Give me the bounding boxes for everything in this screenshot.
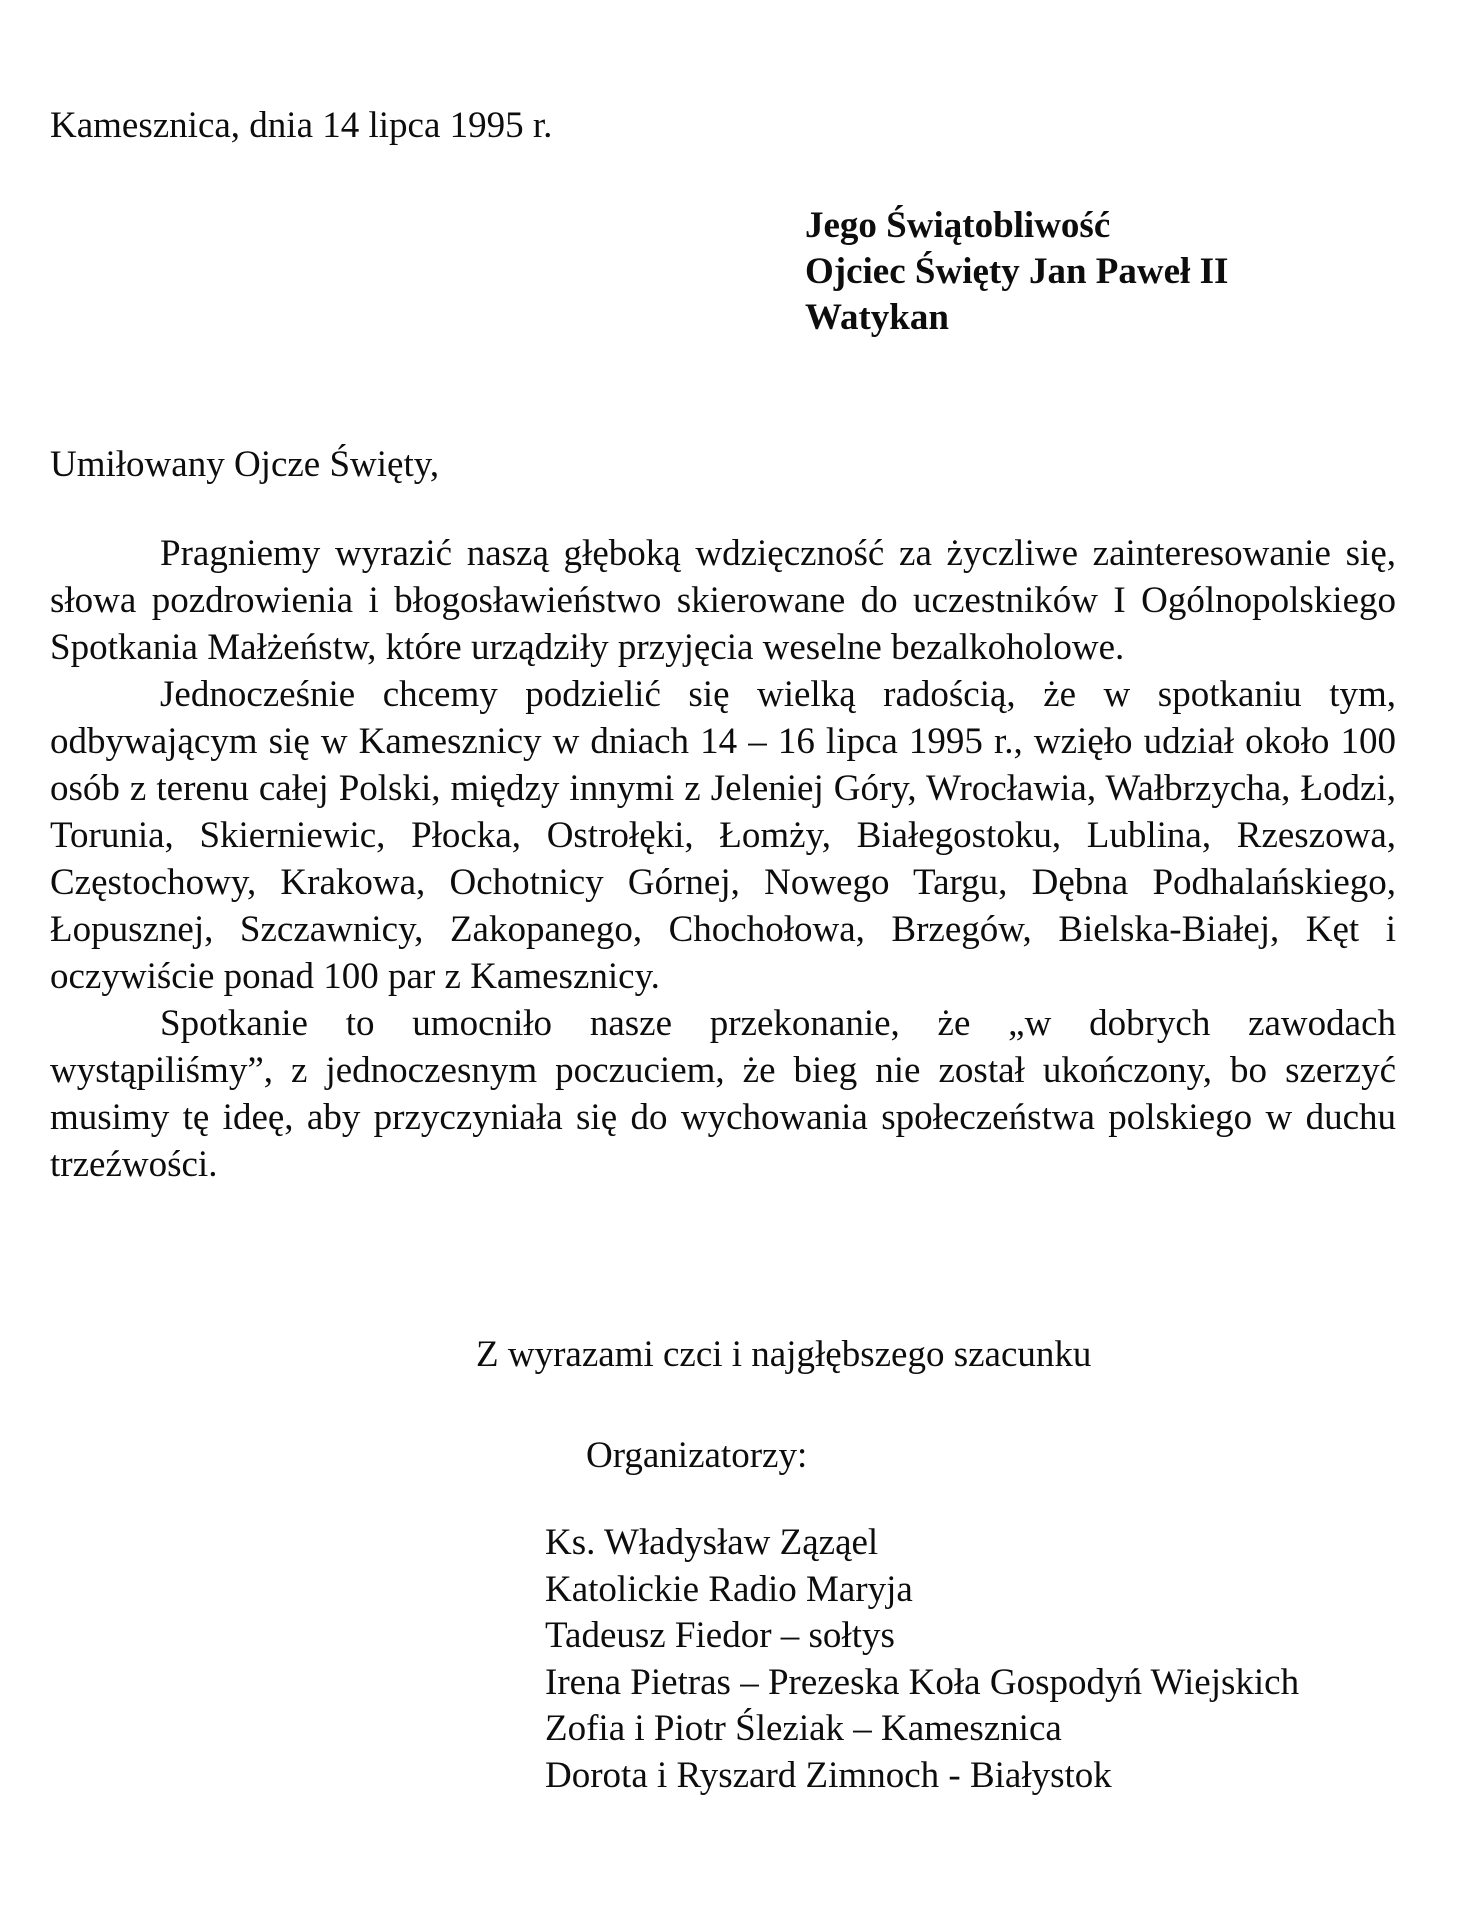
organizer-entry: Irena Pietras – Prezeska Koła Gospodyń Wiejskich: [545, 1661, 1300, 1703]
organizer-entry: Tadeusz Fiedor – sołtys: [545, 1615, 895, 1656]
closing-phrase: Z wyrazami czci i najgłębszego szacunku: [476, 1334, 1092, 1375]
letter-body: [50, 530, 1396, 1188]
body-paragraph: Jednocześnie chcemy podzielić się wielką radością, że w spotkaniu tym, odbywającym się w Kamesznicy w dniach 14 – 16 lipca 1995 r., wzięło udział około 100 osób z terenu całej Polski, między innymi z Jeleniej Góry, Wrocławia, Wałbrzycha, Łodzi, Torunia, Skierniewic, Płocka, Ostrołęki, Łomży, Białegostoku, Lublina, Rzeszowa, Częstochowy, Krakowa, Ochotnicy Górnej, Nowego Targu, Dębna Podhalańskiego, Łopusznej, Szczawnicy, Zakopanego, Chochołowa, Brzegów, Bielska-Białej, Kęt i oczywiście ponad 100 par z Kamesznicy.: [50, 674, 1396, 997]
organizers-heading: Organizatorzy:: [586, 1435, 808, 1476]
salutation: Umiłowany Ojcze Święty,: [50, 444, 440, 485]
organizers-list: [545, 1520, 1299, 1799]
organizer-entry: Zofia i Piotr Śleziak – Kamesznica: [545, 1708, 1062, 1749]
body-paragraph: Pragniemy wyrazić naszą głęboką wdzięczność za życzliwe zainteresowanie się, słowa pozdrowienia i błogosławieństwo skierowane do uczestników I Ogólnopolskiego Spotkania Małżeństw, które urządziły przyjęcia weselne bezalkoholowe.: [50, 533, 1396, 668]
recipient-line: Jego Świątobliwość: [805, 205, 1111, 246]
recipient-block: [805, 203, 1228, 341]
recipient-line: Watykan: [805, 297, 949, 338]
organizer-entry: Ks. Władysław Ząząel: [545, 1522, 879, 1563]
body-paragraph: Spotkanie to umocniło nasze przekonanie, że „w dobrych zawodach wystąpiliśmy”, z jednoczesnym poczuciem, że bieg nie został ukończony, bo szerzyć musimy tę ideę, aby przyczyniała się do wychowania społeczeństwa polskiego w duchu trzeźwości.: [50, 1003, 1396, 1185]
organizer-entry: Katolickie Radio Maryja: [545, 1568, 913, 1610]
organizer-entry: Dorota i Ryszard Zimnoch - Białystok: [545, 1754, 1112, 1796]
place-and-date: Kamesznica, dnia 14 lipca 1995 r.: [50, 105, 553, 146]
recipient-line: Ojciec Święty Jan Paweł II: [805, 251, 1229, 292]
